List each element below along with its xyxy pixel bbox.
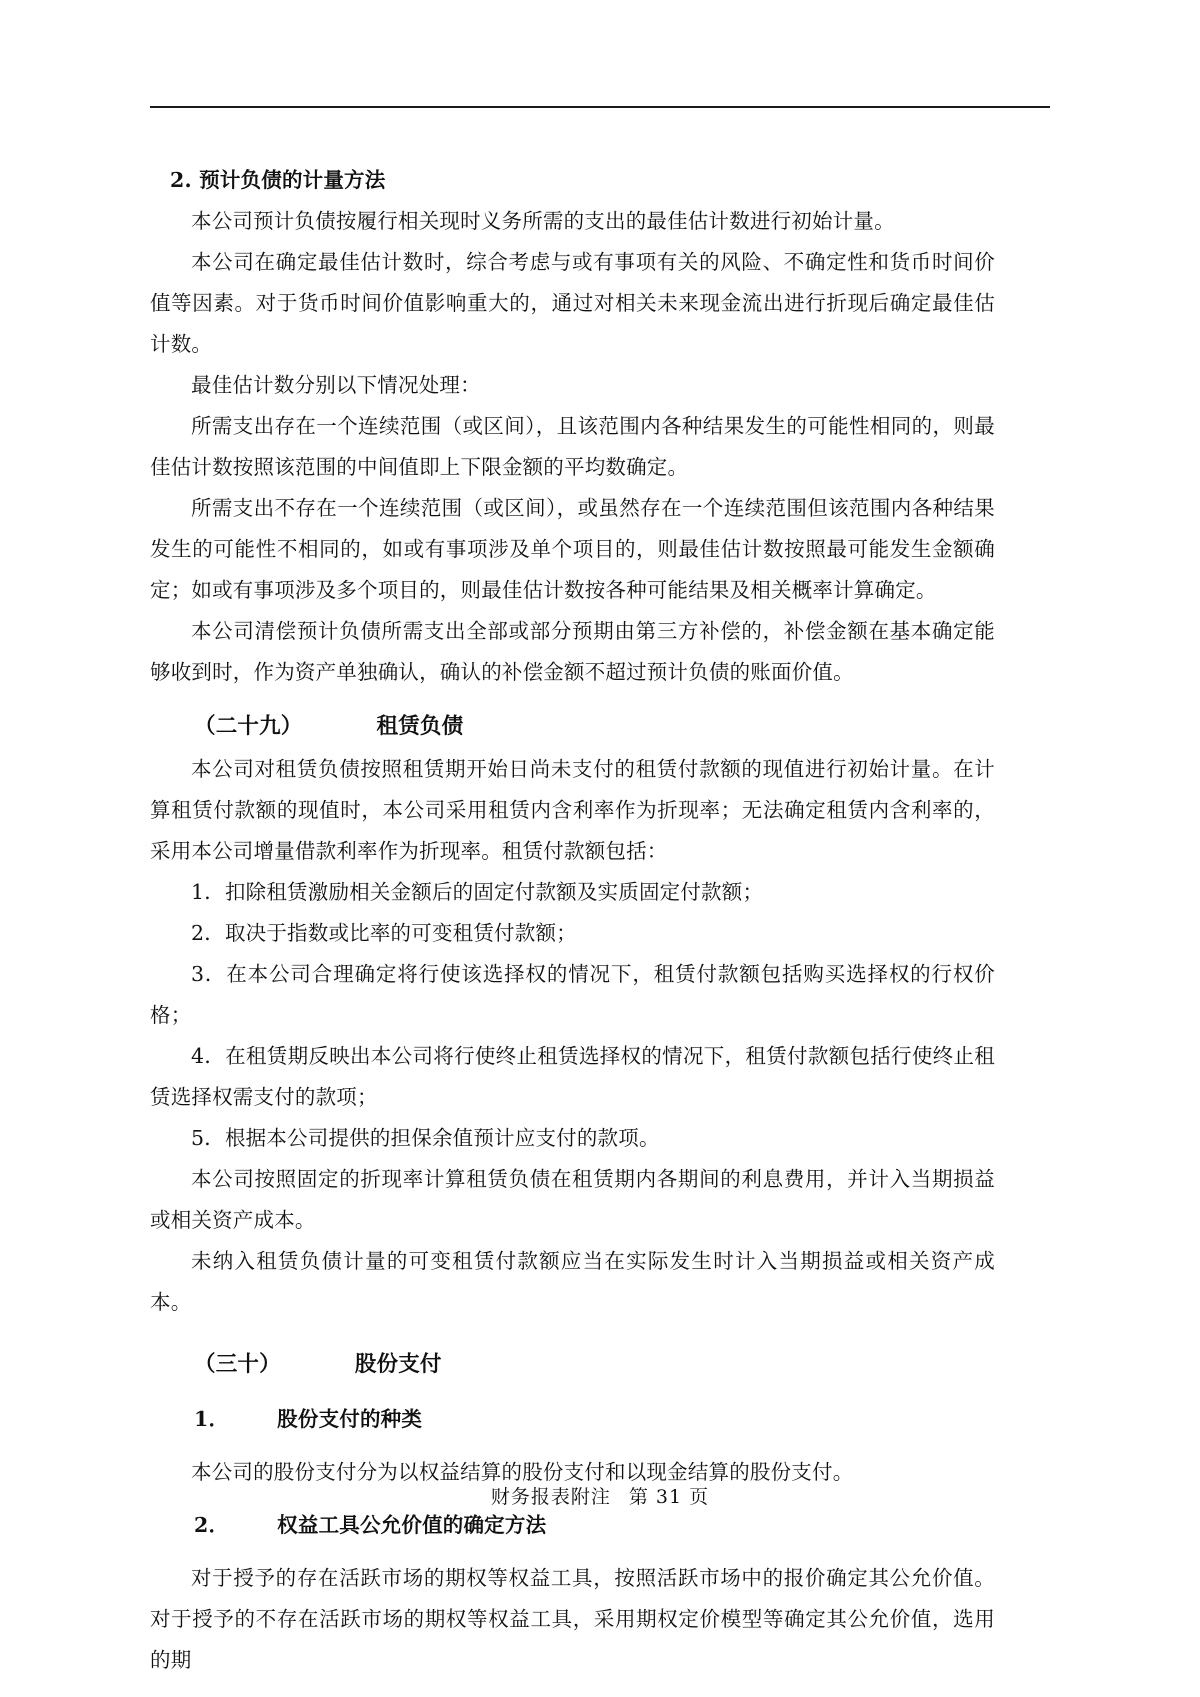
paragraph: 本公司在确定最佳估计数时，综合考虑与或有事项有关的风险、不确定性和货币时间价值等因素。对于货币时间价值影响重大的，通过对相关未来现金流出进行折现后确定最佳估计数。 — [150, 250, 995, 356]
subheading-1-number: 1． — [194, 1407, 230, 1431]
section-30-name: 股份支付 — [354, 1352, 442, 1377]
section-heading-29 — [150, 705, 995, 749]
paragraph: 本公司的股份支付分为以权益结算的股份支付和以现金结算的股份支付。 — [191, 1460, 854, 1484]
paragraph: 所需支出存在一个连续范围（或区间），且该范围内各种结果发生的可能性相同的，则最佳估计数按照该范围的中间值即上下限金额的平均数确定。 — [150, 414, 995, 479]
list-item: 3．在本公司合理确定将行使该选择权的情况下，租赁付款额包括购买选择权的行权价格； — [150, 962, 995, 1027]
footer-page-number: 第 31 页 — [628, 1486, 710, 1508]
section-29-label: （二十九） — [194, 714, 303, 739]
list-item: 4．在租赁期反映出本公司将行使终止租赁选择权的情况下，租赁付款额包括行使终止租赁选择权需支付的款项； — [150, 1044, 995, 1109]
paragraph: 最佳估计数分别以下情况处理： — [191, 373, 481, 397]
paragraph: 对于授予的存在活跃市场的期权等权益工具，按照活跃市场中的报价确定其公允价值。对于授予的不存在活跃市场的期权等权益工具，采用期权定价模型等确定其公允价值，选用的期 — [150, 1566, 995, 1672]
subheading-2-name: 权益工具公允价值的确定方法 — [277, 1513, 547, 1537]
header-rule — [150, 106, 1050, 108]
paragraph: 本公司清偿预计负债所需支出全部或部分预期由第三方补偿的，补偿金额在基本确定能够收到时，作为资产单独确认，确认的补偿金额不超过预计负债的账面价值。 — [150, 619, 995, 684]
subheading-1-name: 股份支付的种类 — [277, 1407, 423, 1431]
document-body — [150, 160, 995, 1681]
list-item: 2．取决于指数或比率的可变租赁付款额； — [191, 921, 577, 945]
paragraph: 本公司预计负债按履行相关现时义务所需的支出的最佳估计数进行初始计量。 — [191, 209, 895, 233]
heading-liability-measurement: 2. 预计负债的计量方法 — [170, 168, 386, 192]
paragraph: 本公司按照固定的折现率计算租赁负债在租赁期内各期间的利息费用，并计入当期损益或相关资产成本。 — [150, 1167, 995, 1232]
subheading-1 — [150, 1399, 995, 1440]
subheading-2-number: 2． — [194, 1513, 230, 1537]
section-29-name: 租赁负债 — [376, 714, 464, 739]
subheading-2 — [150, 1505, 995, 1546]
footer-label: 财务报表附注 — [490, 1486, 611, 1508]
section-30-label: （三十） — [194, 1352, 281, 1377]
section-heading-30 — [150, 1343, 995, 1387]
paragraph: 未纳入租赁负债计量的可变租赁付款额应当在实际发生时计入当期损益或相关资产成本。 — [150, 1249, 995, 1314]
paragraph: 所需支出不存在一个连续范围（或区间），或虽然存在一个连续范围但该范围内各种结果发生的可能性不相同的，如或有事项涉及单个项目的，则最佳估计数按照最可能发生金额确定；如或有事项涉及多个项目的，则最佳估计数按各种可能结果及相关概率计算确定。 — [150, 496, 995, 602]
list-item: 1．扣除租赁激励相关金额后的固定付款额及实质固定付款额； — [191, 880, 764, 904]
paragraph: 本公司对租赁负债按照租赁期开始日尚未支付的租赁付款额的现值进行初始计量。在计算租赁付款额的现值时，本公司采用租赁内含利率作为折现率；无法确定租赁内含利率的，采用本公司增量借款利率作为折现率。租赁付款额包括： — [150, 757, 995, 863]
list-item: 5．根据本公司提供的担保余值预计应支付的款项。 — [191, 1126, 660, 1150]
page-footer — [0, 1482, 1200, 1509]
